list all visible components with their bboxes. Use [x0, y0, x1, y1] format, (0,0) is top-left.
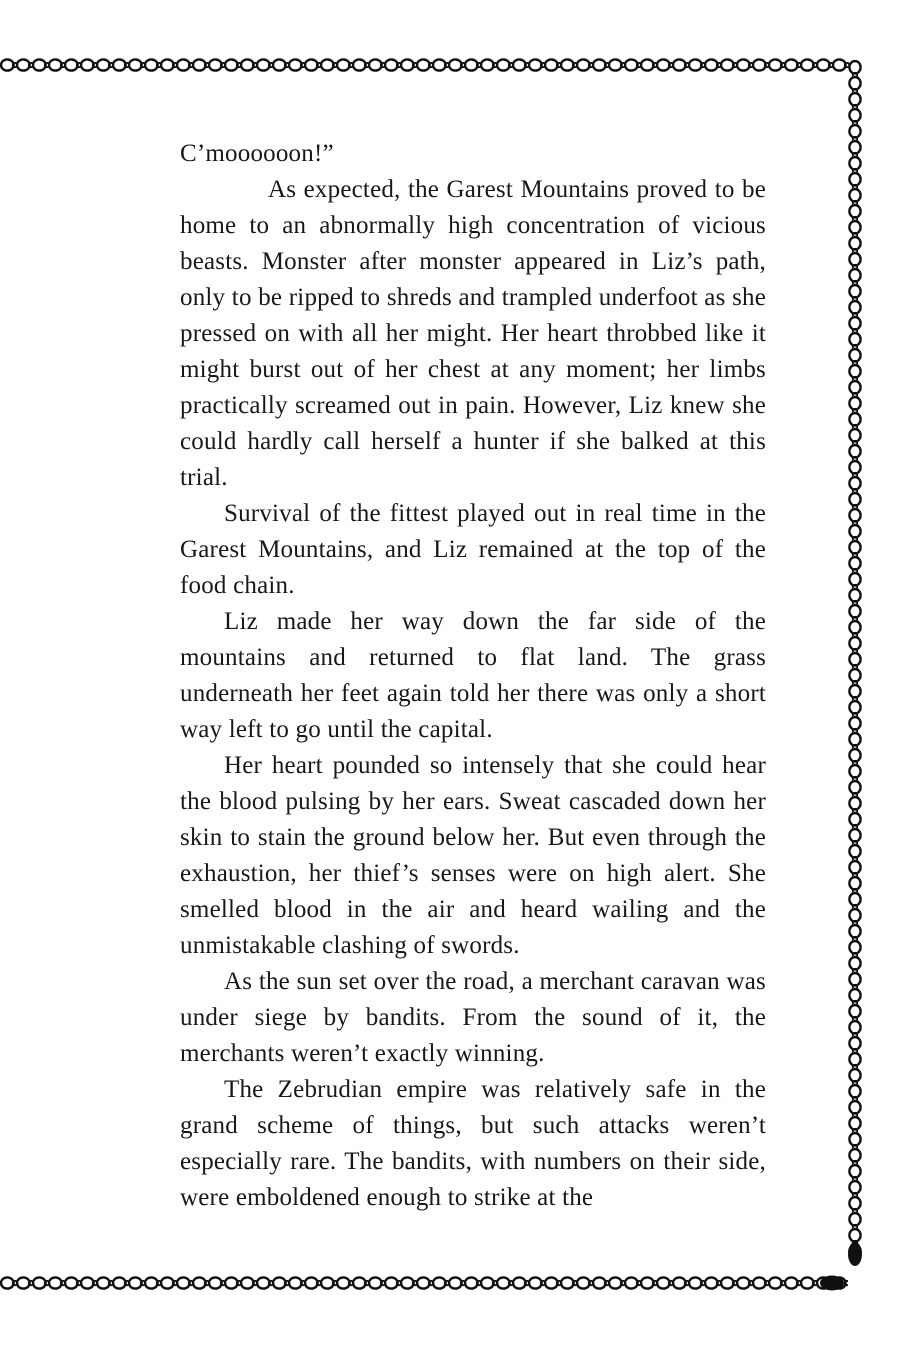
chain-border-top-icon — [0, 54, 862, 76]
paragraph: C’moooooon!” — [180, 140, 334, 167]
paragraph: Her heart pounded so intensely that she could hear the blood pulsing by her ears. Sweat cascaded down her skin to stain the ground below her. But even through the exhaustion, her thief’s senses were on high alert. She smelled blood in the air and heard wailing and the unmistakable clashing of swords. — [180, 752, 766, 959]
paragraph: Survival of the fittest played out in real time in the Garest Mountains, and Liz remained at the top of the food chain. — [180, 500, 766, 599]
paragraph: As expected, the Garest Mountains proved to be home to an abnormally high concentration of vicious beasts. Monster after monster appeared in Liz’s path, only to be ripped to shreds and trampled underfoot as she pressed on with all her might. Her heart throbbed like it might burst out of her chest at any moment; her limbs practically screamed out in pain. However, Liz knew she could hardly call herself a hunter if she balked at this trial. — [180, 176, 766, 491]
chain-bead-ornament-icon — [812, 1236, 900, 1306]
paragraph: Liz made her way down the far side of the mountains and returned to flat land. The grass underneath her feet again told her there was only a short way left to go until the capital. — [180, 608, 766, 743]
chain-border-bottom-icon — [0, 1272, 848, 1294]
paragraph: The Zebrudian empire was relatively safe in the grand scheme of things, but such attacks weren’t especially rare. The bandits, with numbers on their side, were emboldened enough to strike at the — [180, 1076, 766, 1211]
page-text — [180, 136, 766, 1216]
chain-border-right-icon — [844, 60, 866, 1262]
paragraph: As the sun set over the road, a merchant caravan was under siege by bandits. From the sound of it, the merchants weren’t exactly winning. — [180, 968, 766, 1067]
